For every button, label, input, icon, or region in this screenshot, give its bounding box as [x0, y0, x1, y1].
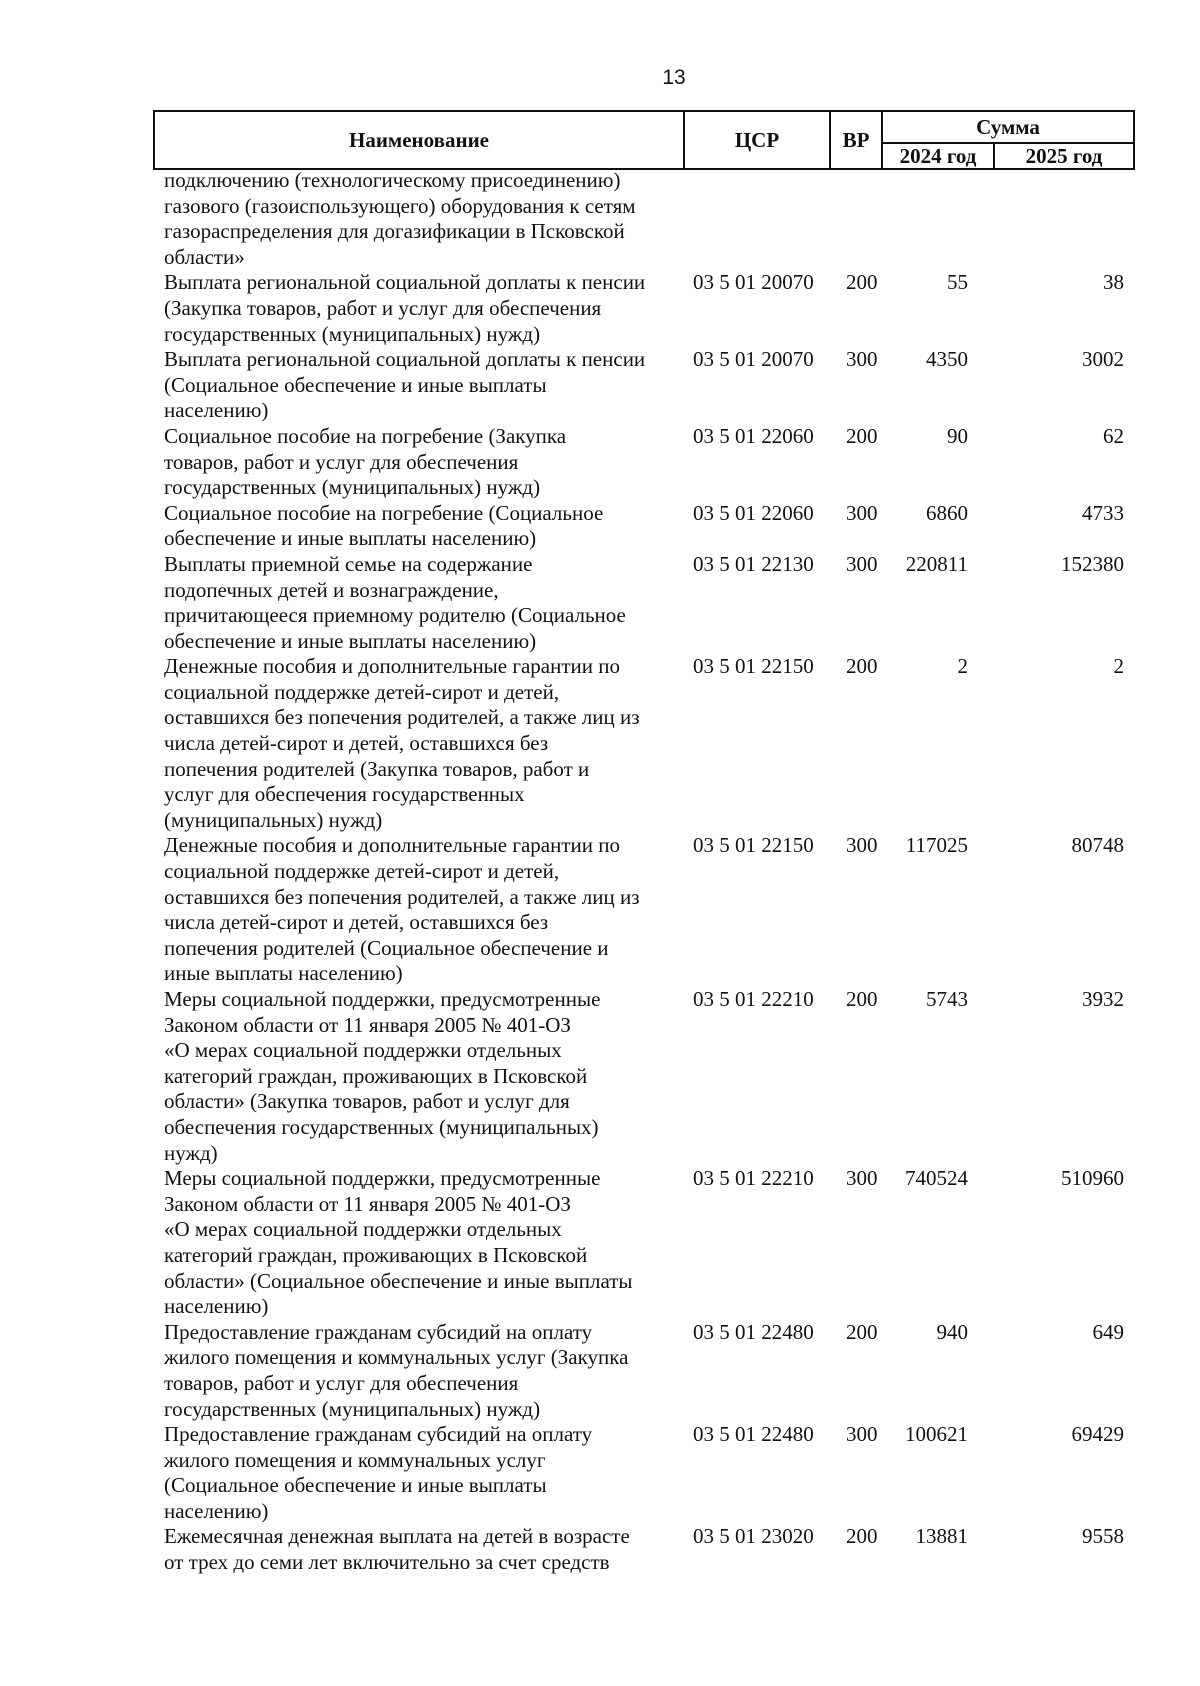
row-name: Выплата региональной социальной доплаты к пенсии (Социальное обеспечение и иные выплаты населению)	[164, 347, 646, 423]
table-row	[164, 270, 1124, 347]
row-amount-2025: 69429	[1071, 1422, 1124, 1447]
row-csr: 03 5 01 23020	[693, 1524, 814, 1549]
row-csr: 03 5 01 22210	[693, 987, 814, 1011]
row-vr: 200	[846, 1319, 878, 1344]
row-amount-2024: 740524	[905, 1166, 968, 1191]
row-vr: 300	[846, 833, 878, 858]
row-vr: 200	[846, 654, 878, 679]
table-row	[164, 1166, 1124, 1320]
row-vr: 300	[846, 347, 878, 372]
row-amount-2024: 13881	[915, 1524, 968, 1549]
table-row	[164, 1320, 1124, 1422]
table-row	[164, 833, 1124, 987]
row-amount-2025: 3002	[1082, 347, 1124, 372]
row-vr: 300	[846, 1422, 878, 1447]
table-row	[164, 1422, 1124, 1524]
row-amount-2025: 649	[1092, 1319, 1124, 1344]
row-amount-2025: 2	[1113, 654, 1124, 679]
row-csr: 03 5 01 22150	[693, 833, 814, 858]
row-name: Денежные пособия и дополнительные гарантии по социальной поддержке детей-сирот и детей, оставшихся без попечения родителей, а также лиц из числа детей-сирот и детей, оставшихся без попечения родителей (Закупка товаров, работ и услуг для обеспечения государственных (муниципальных) нужд)	[164, 654, 640, 832]
table-row	[164, 347, 1124, 424]
row-amount-2025: 38	[1103, 270, 1124, 295]
header-year-2025: 2025 год	[1025, 143, 1103, 168]
header-name: Наименование	[349, 127, 489, 152]
row-vr: 200	[846, 1524, 878, 1549]
row-name: Социальное пособие на погребение (Социальное обеспечение и иные выплаты населению)	[164, 500, 604, 551]
header-sum: Сумма	[976, 114, 1040, 139]
row-csr: 03 5 01 22210	[693, 1166, 814, 1191]
row-amount-2025: 4733	[1082, 500, 1124, 525]
table-row	[164, 501, 1124, 552]
header-csr: ЦСР	[734, 127, 780, 152]
table-row	[164, 168, 1124, 270]
row-amount-2024: 2	[957, 654, 968, 679]
row-name: Выплаты приемной семье на содержание подопечных детей и вознаграждение, причитающееся приемному родителю (Социальное обеспечение и иные выплаты населению)	[164, 551, 626, 653]
row-amount-2025: 80748	[1071, 833, 1124, 858]
row-csr: 03 5 01 22060	[693, 500, 814, 525]
row-name: подключению (технологическому присоединению) газового (газоиспользующего) оборудования к сетям газораспределения для догазификации в Псковской области»	[164, 168, 636, 269]
table-row	[164, 424, 1124, 501]
row-amount-2024: 100621	[905, 1422, 968, 1447]
row-vr: 200	[846, 987, 878, 1011]
row-amount-2025: 510960	[1061, 1166, 1124, 1191]
row-name: Предоставление гражданам субсидий на оплату жилого помещения и коммунальных услуг (Закупка товаров, работ и услуг для обеспечения государственных (муниципальных) нужд)	[164, 1319, 629, 1421]
row-amount-2024: 4350	[926, 347, 968, 372]
row-vr: 300	[846, 1166, 878, 1191]
row-amount-2024: 117025	[905, 833, 968, 858]
table-row	[164, 552, 1124, 654]
row-csr: 03 5 01 22480	[693, 1319, 814, 1344]
row-name: Предоставление гражданам субсидий на оплату жилого помещения и коммунальных услуг (Социальное обеспечение и иные выплаты населению)	[164, 1422, 593, 1523]
row-csr: 03 5 01 22130	[693, 551, 814, 576]
row-name: Меры социальной поддержки, предусмотренные Законом области от 11 января 2005 № 401-ОЗ «О мерах социальной поддержки отдельных категорий граждан, проживающих в Псковской области» (Закупка товаров, работ и услуг для обеспечения государственных (муниципальных) нужд)	[164, 987, 601, 1165]
row-csr: 03 5 01 22150	[693, 654, 814, 679]
row-amount-2024: 6860	[926, 500, 968, 525]
page-number: 13	[662, 66, 686, 89]
row-name: Выплата региональной социальной доплаты к пенсии (Закупка товаров, работ и услуг для обеспечения государственных (муниципальных) нужд)	[164, 270, 646, 346]
row-csr: 03 5 01 22480	[693, 1422, 814, 1447]
table-row	[164, 1524, 1124, 1575]
row-amount-2024: 55	[947, 270, 968, 295]
table-row	[164, 987, 1124, 1166]
row-csr: 03 5 01 20070	[693, 347, 814, 372]
header-vr: ВР	[842, 127, 870, 152]
row-amount-2025: 9558	[1082, 1524, 1124, 1549]
row-amount-2024: 220811	[905, 551, 968, 576]
header-year-2024: 2024 год	[899, 143, 977, 168]
row-name: Меры социальной поддержки, предусмотренные Законом области от 11 января 2005 № 401-ОЗ «О мерах социальной поддержки отдельных категорий граждан, проживающих в Псковской области» (Социальное обеспечение и иные выплаты населению)	[164, 1166, 633, 1319]
table-header	[153, 110, 1135, 170]
row-amount-2025: 152380	[1061, 551, 1124, 576]
row-name: Ежемесячная денежная выплата на детей в возрасте от трех до семи лет включительно за счет средств	[164, 1524, 630, 1575]
row-amount-2025: 62	[1103, 423, 1124, 448]
row-amount-2024: 90	[947, 423, 968, 448]
row-amount-2024: 5743	[926, 987, 968, 1011]
row-amount-2024: 940	[936, 1319, 968, 1344]
row-name: Социальное пособие на погребение (Закупка товаров, работ и услуг для обеспечения государственных (муниципальных) нужд)	[164, 423, 567, 500]
row-amount-2025: 3932	[1082, 987, 1124, 1011]
row-vr: 300	[846, 551, 878, 576]
table-body	[164, 168, 1124, 1576]
row-vr: 300	[846, 500, 878, 525]
row-csr: 03 5 01 22060	[693, 423, 814, 448]
row-csr: 03 5 01 20070	[693, 270, 814, 295]
row-name: Денежные пособия и дополнительные гарантии по социальной поддержке детей-сирот и детей, оставшихся без попечения родителей, а также лиц из числа детей-сирот и детей, оставшихся без попечения родителей (Социальное обеспечение и иные выплаты населению)	[164, 833, 640, 986]
row-vr: 200	[846, 423, 878, 448]
row-vr: 200	[846, 270, 878, 295]
table-row	[164, 654, 1124, 833]
